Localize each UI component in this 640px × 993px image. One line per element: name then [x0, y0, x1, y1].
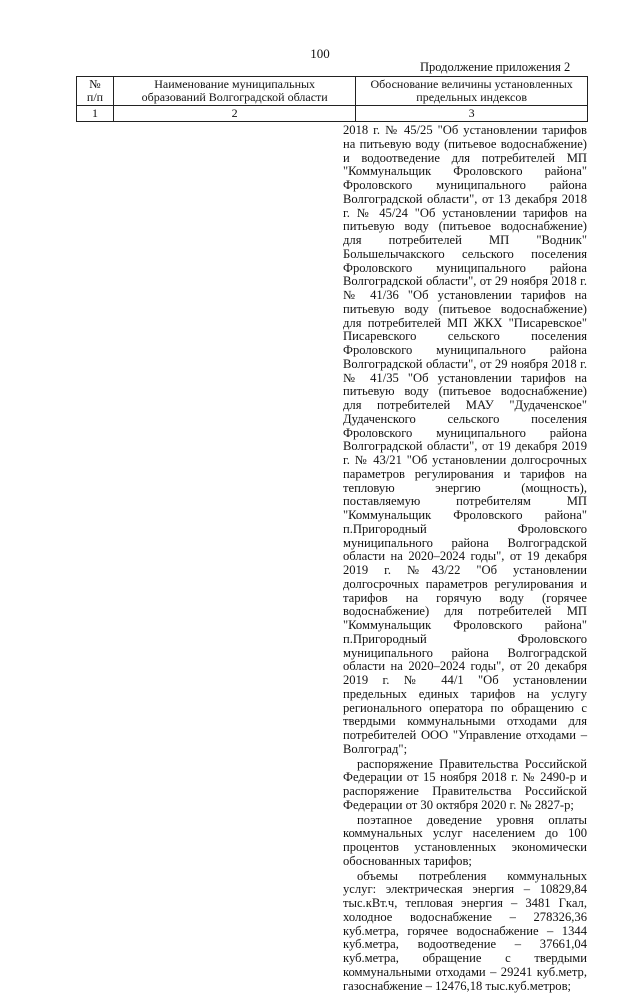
paragraph-payment-level: поэтапное доведение уровня оплаты коммунальных услуг населением до 100 процентов установленных экономически обоснованных тарифов; — [343, 814, 587, 869]
header-number-label: № п/п — [87, 77, 103, 104]
column-number-2: 2 — [113, 106, 355, 122]
column-number-3: 3 — [356, 106, 588, 122]
header-cell-justification — [356, 77, 588, 106]
continuation-label: Продолжение приложения 2 — [420, 60, 570, 75]
column-number-row — [77, 106, 588, 122]
header-row — [77, 77, 588, 106]
header-municipality-label: Наименование муниципальных образований Волгоградской области — [142, 77, 328, 104]
paragraph-government-orders: распоряжение Правительства Российской Федерации от 15 ноября 2018 г. № 2490-р и распоряжение Правительства Российской Федерации от 30 октября 2020 г. № 2827-р; — [343, 758, 587, 813]
header-justification-label: Обоснование величины установленных предельных индексов — [371, 77, 573, 104]
paragraph-tariff-decisions: 2018 г. № 45/25 "Об установлении тарифов на питьевую воду (питьевое водоснабжение) и водоотведение для потребителей МП "Коммунальщик Фроловского района" Фроловского муниципального района Волгоградской области", от 13 декабря 2018 г. № 45/24 "Об установлении тарифов на питьевую воду (питьевое водоснабжение) для потребителей МП "Водник" Большелычакского сельского поселения Фроловского муниципального района Волгоградской области", от 29 ноября 2018 г. № 41/36 "Об установлении тарифов на питьевую воду (питьевое водоснабжение) для потребителей МП ЖКХ "Писаревское" Писаревского сельского поселения Фроловского муниципального района Волгоградской области", от 29 ноября 2018 г. № 41/35 "Об установлении тарифов на питьевую воду (питьевое водоснабжение) для потребителей МАУ "Дудаченское" Дудаченского сельского поселения Фроловского муниципального района Волгоградской области", от 19 декабря 2019 г. № 43/21 "Об установлении долгосрочных параметров регулирования и тарифов на тепловую энергию (мощность), поставляемую потребителям МП "Коммунальщик Фроловского района" п.Пригородный Фроловского муниципального района Волгоградской области на 2020–2024 годы", от 19 декабря 2019 г. №43/22 "Об установлении долгосрочных параметров регулирования и тарифов на горячую воду (горячее водоснабжение) для потребителей МП "Коммунальщик Фроловского района" п.Пригородный Фроловского муниципального района Волгоградской области на 2020–2024 годы", от 20 декабря 2019 г. № 44/1 "Об установлении предельных единых тарифов на услугу регионального оператора по обращению с твердыми коммунальными отходами для потребителей ООО "Управление отходами – Волгоград"; — [343, 124, 587, 757]
page-number: 100 — [0, 46, 640, 62]
header-cell-number — [77, 77, 114, 106]
justification-text — [343, 124, 587, 993]
header-cell-municipality — [113, 77, 355, 106]
paragraph-consumption-volumes: объемы потребления коммунальных услуг: электрическая энергия – 10829,84 тыс.кВт.ч, тепловая энергия – 3481 Гкал, холодное водоснабжение – 278326,36 куб.метра, горячее водоснабжение – 1344 куб.метра, водоотведение – 37661,04 куб.метра, обращение с твердыми коммунальными отходами – 29241 куб.метр, газоснабжение – 12476,18 тыс.куб.метров; — [343, 870, 587, 993]
column-number-1: 1 — [77, 106, 114, 122]
table-header — [76, 76, 588, 122]
